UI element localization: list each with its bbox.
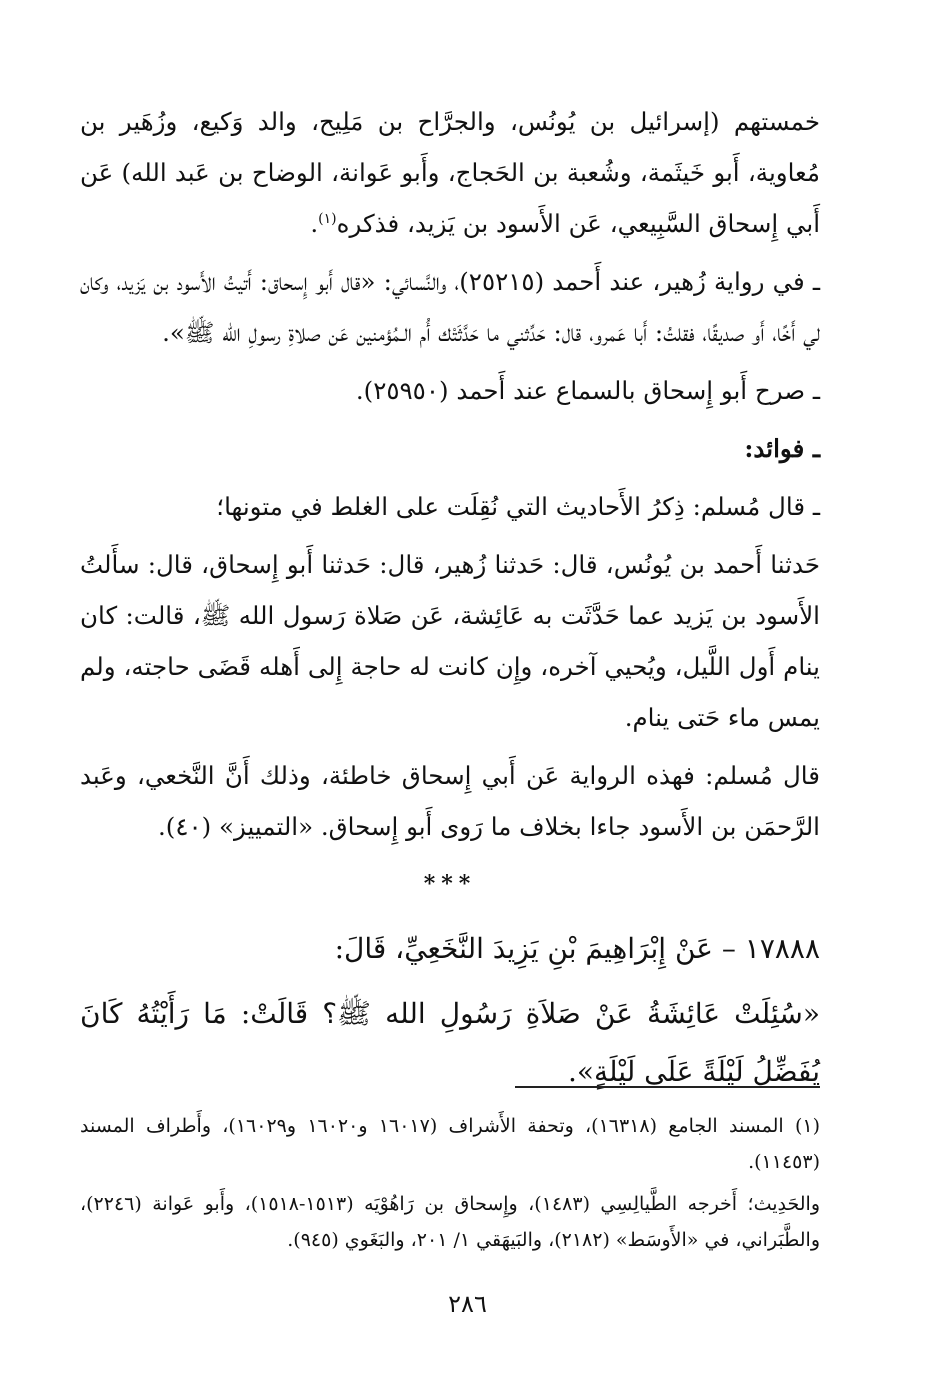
- footnote-divider: [515, 1086, 820, 1088]
- paragraph-end: .: [310, 209, 319, 238]
- paragraph-muslim-comment: قال مُسلم: فهذه الرواية عَن أَبي إِسحاق خاطئة، وذلك أَنَّ النَّخعي، وعَبد الرَّحمَن بن الأَسود جاءا بخلاف ما رَوى أَبو إِسحاق. «التمييز» (٤٠).: [80, 761, 820, 841]
- paragraph-chain-of-narration: [80, 96, 820, 249]
- paragraph-sama-note: ـ صرح أَبو إِسحاق بالسماع عند أَحمد (٢٥٩٥٠).: [355, 376, 820, 405]
- hadith-header: [80, 920, 820, 978]
- paragraph-text: خمستهم (إسرائيل بن يُونُس، والجرَّاح بن مَلِيح، والد وَكيع، وزُهَير بن مُعاوية، أَبو خَيثَمة، وشُعبة بن الحَجاج، وأَبو عَوانة، الوضاح بن عَبد الله) عَن أَبي إِسحاق السَّبِيعي، عَن الأَسود بن يَزيد، فذكره: [80, 107, 820, 238]
- benefits-heading: ـ فوائد:: [744, 434, 820, 463]
- footnote-2: والحَدِيث؛ أَخرجه الطَّيالِسِي (١٤٨٣)، وإِسحاق بن رَاهُوْيَه (١٥١٣-١٥١٨)، وأَبو عَوانة (٢٢٤٦)، والطَّبَراني، في «الأَوسَط» (٢١٨٢)، والبَيهَقي ١/ ٢٠١، والبَغَوي (٩٤٥).: [80, 1193, 821, 1251]
- paragraph-zuhair-narration: ـ في رواية زُهير، عند أَحمد (٢٥٢١٥)، والنَّسائي: «قال أَبو إِسحاق: أَتيتُ الأَسود بن يَزيد، وكان لي أَخًا، أَو صديقًا، فقلتُ: أَبا عَمرو، قال: حَدِّثني ما حَدَّثَتْك أُم الـمُؤمنين عَن صلاةِ رسولِ الله ﷺ».: [80, 267, 821, 347]
- main-text: [80, 96, 820, 1108]
- footnote-1: (١) المسند الجامع (١٦٣١٨)، وتحفة الأَشراف (١٦٠١٧ و١٦٠٢٠ و١٦٠٢٩)، وأَطراف المسند (١١٤٥٣).: [80, 1115, 820, 1173]
- footnotes: [80, 1108, 820, 1264]
- paragraph-muslim-hadith: حَدثنا أَحمد بن يُونُس، قال: حَدثنا زُهير، قال: حَدثنا أَبو إِسحاق، قال: سأَلتُ الأَسود بن يَزيد عما حَدَّثَت به عَائِشة، عَن صَلاة رَسول الله ﷺ، قالت: كان ينام أَول اللَّيل، ويُحيي آخره، وإِن كانت له حاجة إِلى أَهله قَضَى حاجته، ولم يمس ماء حَتى ينام.: [80, 550, 820, 732]
- footnote-reference: (١): [318, 210, 337, 227]
- section-separator: ***: [423, 871, 477, 897]
- hadith-number: ١٧٨٨٨: [744, 932, 820, 965]
- hadith-intro: – عَنْ إِبْرَاهِيمَ بْنِ يَزِيدَ النَّخَعِيِّ، قَالَ:: [334, 932, 736, 965]
- paragraph-muslim-heading: ـ قال مُسلم: ذِكرُ الأَحاديث التي نُقِلَت على الغلط في متونها؛: [216, 492, 820, 521]
- page-number: ٢٨٦: [448, 1290, 487, 1318]
- hadith-text: «سُئِلَتْ عَائِشَةُ عَنْ صَلاَةِ رَسُولِ الله ﷺ؟ قَالَتْ: مَا رَأَيْتُهُ كَانَ يُفَضِّلُ لَيْلَةً عَلَى لَيْلَةٍ».: [80, 997, 820, 1088]
